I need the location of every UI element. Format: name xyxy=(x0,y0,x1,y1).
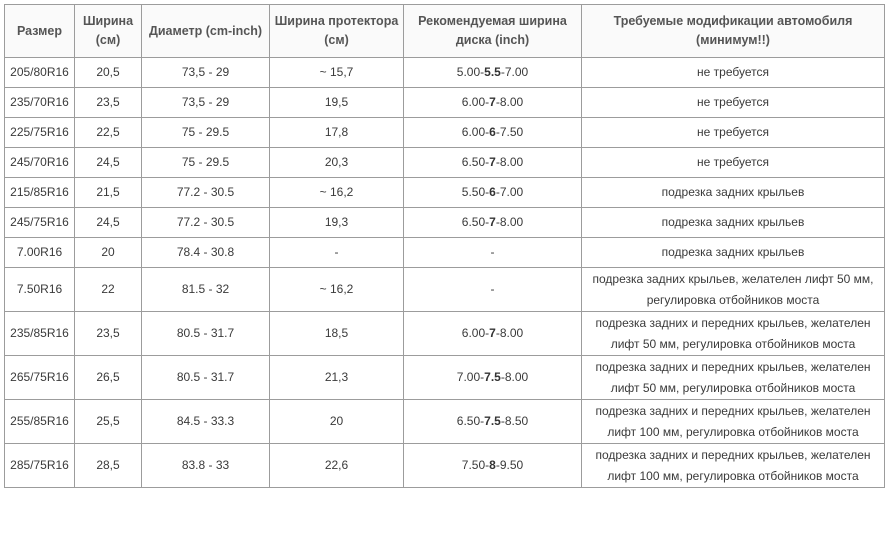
rim-recommended-value: 7 xyxy=(489,95,496,109)
rim-min-value: 6.00- xyxy=(461,326,490,340)
diameter-cell: 80.5 - 31.7 xyxy=(142,356,270,400)
tread-width-cell: 19,5 xyxy=(270,88,404,118)
modifications-cell: подрезка задних и передних крыльев, желателен лифт 100 мм, регулировка отбойников моста xyxy=(582,400,885,444)
size-cell: 255/85R16 xyxy=(5,400,75,444)
rim-width-cell xyxy=(404,312,582,356)
rim-width-cell xyxy=(404,88,582,118)
rim-width-cell xyxy=(404,118,582,148)
table-row xyxy=(5,268,885,312)
size-cell: 7.00R16 xyxy=(5,238,75,268)
header-rim-width: Рекомендуемая ширина диска (inch) xyxy=(404,5,582,58)
size-cell: 265/75R16 xyxy=(5,356,75,400)
tread-width-cell: 21,3 xyxy=(270,356,404,400)
tread-width-cell: 18,5 xyxy=(270,312,404,356)
diameter-cell: 73,5 - 29 xyxy=(142,58,270,88)
rim-recommended-value: 6 xyxy=(489,185,496,199)
width-cell: 20,5 xyxy=(75,58,142,88)
diameter-cell: 83.8 - 33 xyxy=(142,444,270,488)
rim-max-value: -7.00 xyxy=(495,185,524,199)
width-cell: 25,5 xyxy=(75,400,142,444)
rim-min-value: 5.00- xyxy=(456,65,485,79)
rim-max-value: -8.00 xyxy=(495,215,524,229)
rim-width-cell xyxy=(404,238,582,268)
tread-width-cell: 22,6 xyxy=(270,444,404,488)
diameter-cell: 77.2 - 30.5 xyxy=(142,208,270,238)
table-row xyxy=(5,208,885,238)
table-header xyxy=(5,5,885,58)
diameter-cell: 75 - 29.5 xyxy=(142,118,270,148)
modifications-cell: не требуется xyxy=(582,118,885,148)
diameter-cell: 78.4 - 30.8 xyxy=(142,238,270,268)
size-cell: 285/75R16 xyxy=(5,444,75,488)
tread-width-cell: ~ 16,2 xyxy=(270,268,404,312)
size-cell: 205/80R16 xyxy=(5,58,75,88)
tread-width-cell: 20 xyxy=(270,400,404,444)
size-cell: 225/75R16 xyxy=(5,118,75,148)
rim-min-value: - xyxy=(490,282,495,296)
size-cell: 235/70R16 xyxy=(5,88,75,118)
width-cell: 26,5 xyxy=(75,356,142,400)
header-diameter: Диаметр (cm-inch) xyxy=(142,5,270,58)
tread-width-cell: - xyxy=(270,238,404,268)
tread-width-cell: ~ 15,7 xyxy=(270,58,404,88)
width-cell: 24,5 xyxy=(75,148,142,178)
diameter-cell: 73,5 - 29 xyxy=(142,88,270,118)
rim-width-cell xyxy=(404,444,582,488)
table-row xyxy=(5,178,885,208)
rim-width-cell xyxy=(404,178,582,208)
width-cell: 22,5 xyxy=(75,118,142,148)
tread-width-cell: 17,8 xyxy=(270,118,404,148)
rim-max-value: -9.50 xyxy=(495,458,524,472)
table-row xyxy=(5,58,885,88)
header-width: Ширина (см) xyxy=(75,5,142,58)
modifications-cell: подрезка задних крыльев, желателен лифт 50 мм, регулировка отбойников моста xyxy=(582,268,885,312)
rim-width-cell xyxy=(404,58,582,88)
width-cell: 22 xyxy=(75,268,142,312)
diameter-cell: 77.2 - 30.5 xyxy=(142,178,270,208)
width-cell: 28,5 xyxy=(75,444,142,488)
diameter-cell: 80.5 - 31.7 xyxy=(142,312,270,356)
rim-recommended-value: 7 xyxy=(489,155,496,169)
rim-min-value: - xyxy=(490,245,495,259)
tread-width-cell: ~ 16,2 xyxy=(270,178,404,208)
modifications-cell: подрезка задних крыльев xyxy=(582,238,885,268)
width-cell: 21,5 xyxy=(75,178,142,208)
modifications-cell: подрезка задних и передних крыльев, желателен лифт 50 мм, регулировка отбойников моста xyxy=(582,312,885,356)
tread-width-cell: 19,3 xyxy=(270,208,404,238)
modifications-cell: подрезка задних крыльев xyxy=(582,208,885,238)
table-row xyxy=(5,88,885,118)
modifications-cell: подрезка задних и передних крыльев, желателен лифт 100 мм, регулировка отбойников моста xyxy=(582,444,885,488)
rim-width-cell xyxy=(404,356,582,400)
rim-max-value: -8.50 xyxy=(500,414,529,428)
rim-min-value: 6.50- xyxy=(461,215,490,229)
rim-max-value: -7.00 xyxy=(500,65,529,79)
table-row xyxy=(5,444,885,488)
width-cell: 20 xyxy=(75,238,142,268)
rim-recommended-value: 5.5 xyxy=(484,65,501,79)
rim-width-cell xyxy=(404,400,582,444)
diameter-cell: 75 - 29.5 xyxy=(142,148,270,178)
diameter-cell: 84.5 - 33.3 xyxy=(142,400,270,444)
modifications-cell: не требуется xyxy=(582,148,885,178)
table-body xyxy=(5,58,885,488)
rim-width-cell xyxy=(404,148,582,178)
rim-recommended-value: 7 xyxy=(489,326,496,340)
modifications-cell: не требуется xyxy=(582,58,885,88)
modifications-cell: подрезка задних крыльев xyxy=(582,178,885,208)
diameter-cell: 81.5 - 32 xyxy=(142,268,270,312)
rim-min-value: 6.00- xyxy=(461,125,490,139)
rim-recommended-value: 7.5 xyxy=(484,414,501,428)
table-row xyxy=(5,148,885,178)
rim-recommended-value: 7.5 xyxy=(484,370,501,384)
header-size: Размер xyxy=(5,5,75,58)
rim-max-value: -8.00 xyxy=(500,370,529,384)
rim-min-value: 6.50- xyxy=(456,414,485,428)
width-cell: 24,5 xyxy=(75,208,142,238)
size-cell: 245/75R16 xyxy=(5,208,75,238)
rim-max-value: -8.00 xyxy=(495,95,524,109)
rim-min-value: 7.00- xyxy=(456,370,485,384)
size-cell: 7.50R16 xyxy=(5,268,75,312)
size-cell: 235/85R16 xyxy=(5,312,75,356)
size-cell: 215/85R16 xyxy=(5,178,75,208)
table-row xyxy=(5,356,885,400)
table-row xyxy=(5,118,885,148)
rim-min-value: 6.00- xyxy=(461,95,490,109)
width-cell: 23,5 xyxy=(75,88,142,118)
rim-min-value: 6.50- xyxy=(461,155,490,169)
tire-size-table xyxy=(4,4,885,488)
tread-width-cell: 20,3 xyxy=(270,148,404,178)
rim-min-value: 7.50- xyxy=(461,458,490,472)
header-tread-width: Ширина протектора (см) xyxy=(270,5,404,58)
rim-width-cell xyxy=(404,268,582,312)
header-modifications: Требуемые модификации автомобиля (минимум!!) xyxy=(582,5,885,58)
rim-width-cell xyxy=(404,208,582,238)
table-row xyxy=(5,400,885,444)
width-cell: 23,5 xyxy=(75,312,142,356)
table-row xyxy=(5,312,885,356)
rim-recommended-value: 7 xyxy=(489,215,496,229)
rim-recommended-value: 6 xyxy=(489,125,496,139)
modifications-cell: подрезка задних и передних крыльев, желателен лифт 50 мм, регулировка отбойников моста xyxy=(582,356,885,400)
modifications-cell: не требуется xyxy=(582,88,885,118)
rim-max-value: -8.00 xyxy=(495,326,524,340)
rim-max-value: -7.50 xyxy=(495,125,524,139)
rim-recommended-value: 8 xyxy=(489,458,496,472)
rim-max-value: -8.00 xyxy=(495,155,524,169)
table-row xyxy=(5,238,885,268)
rim-min-value: 5.50- xyxy=(461,185,490,199)
size-cell: 245/70R16 xyxy=(5,148,75,178)
